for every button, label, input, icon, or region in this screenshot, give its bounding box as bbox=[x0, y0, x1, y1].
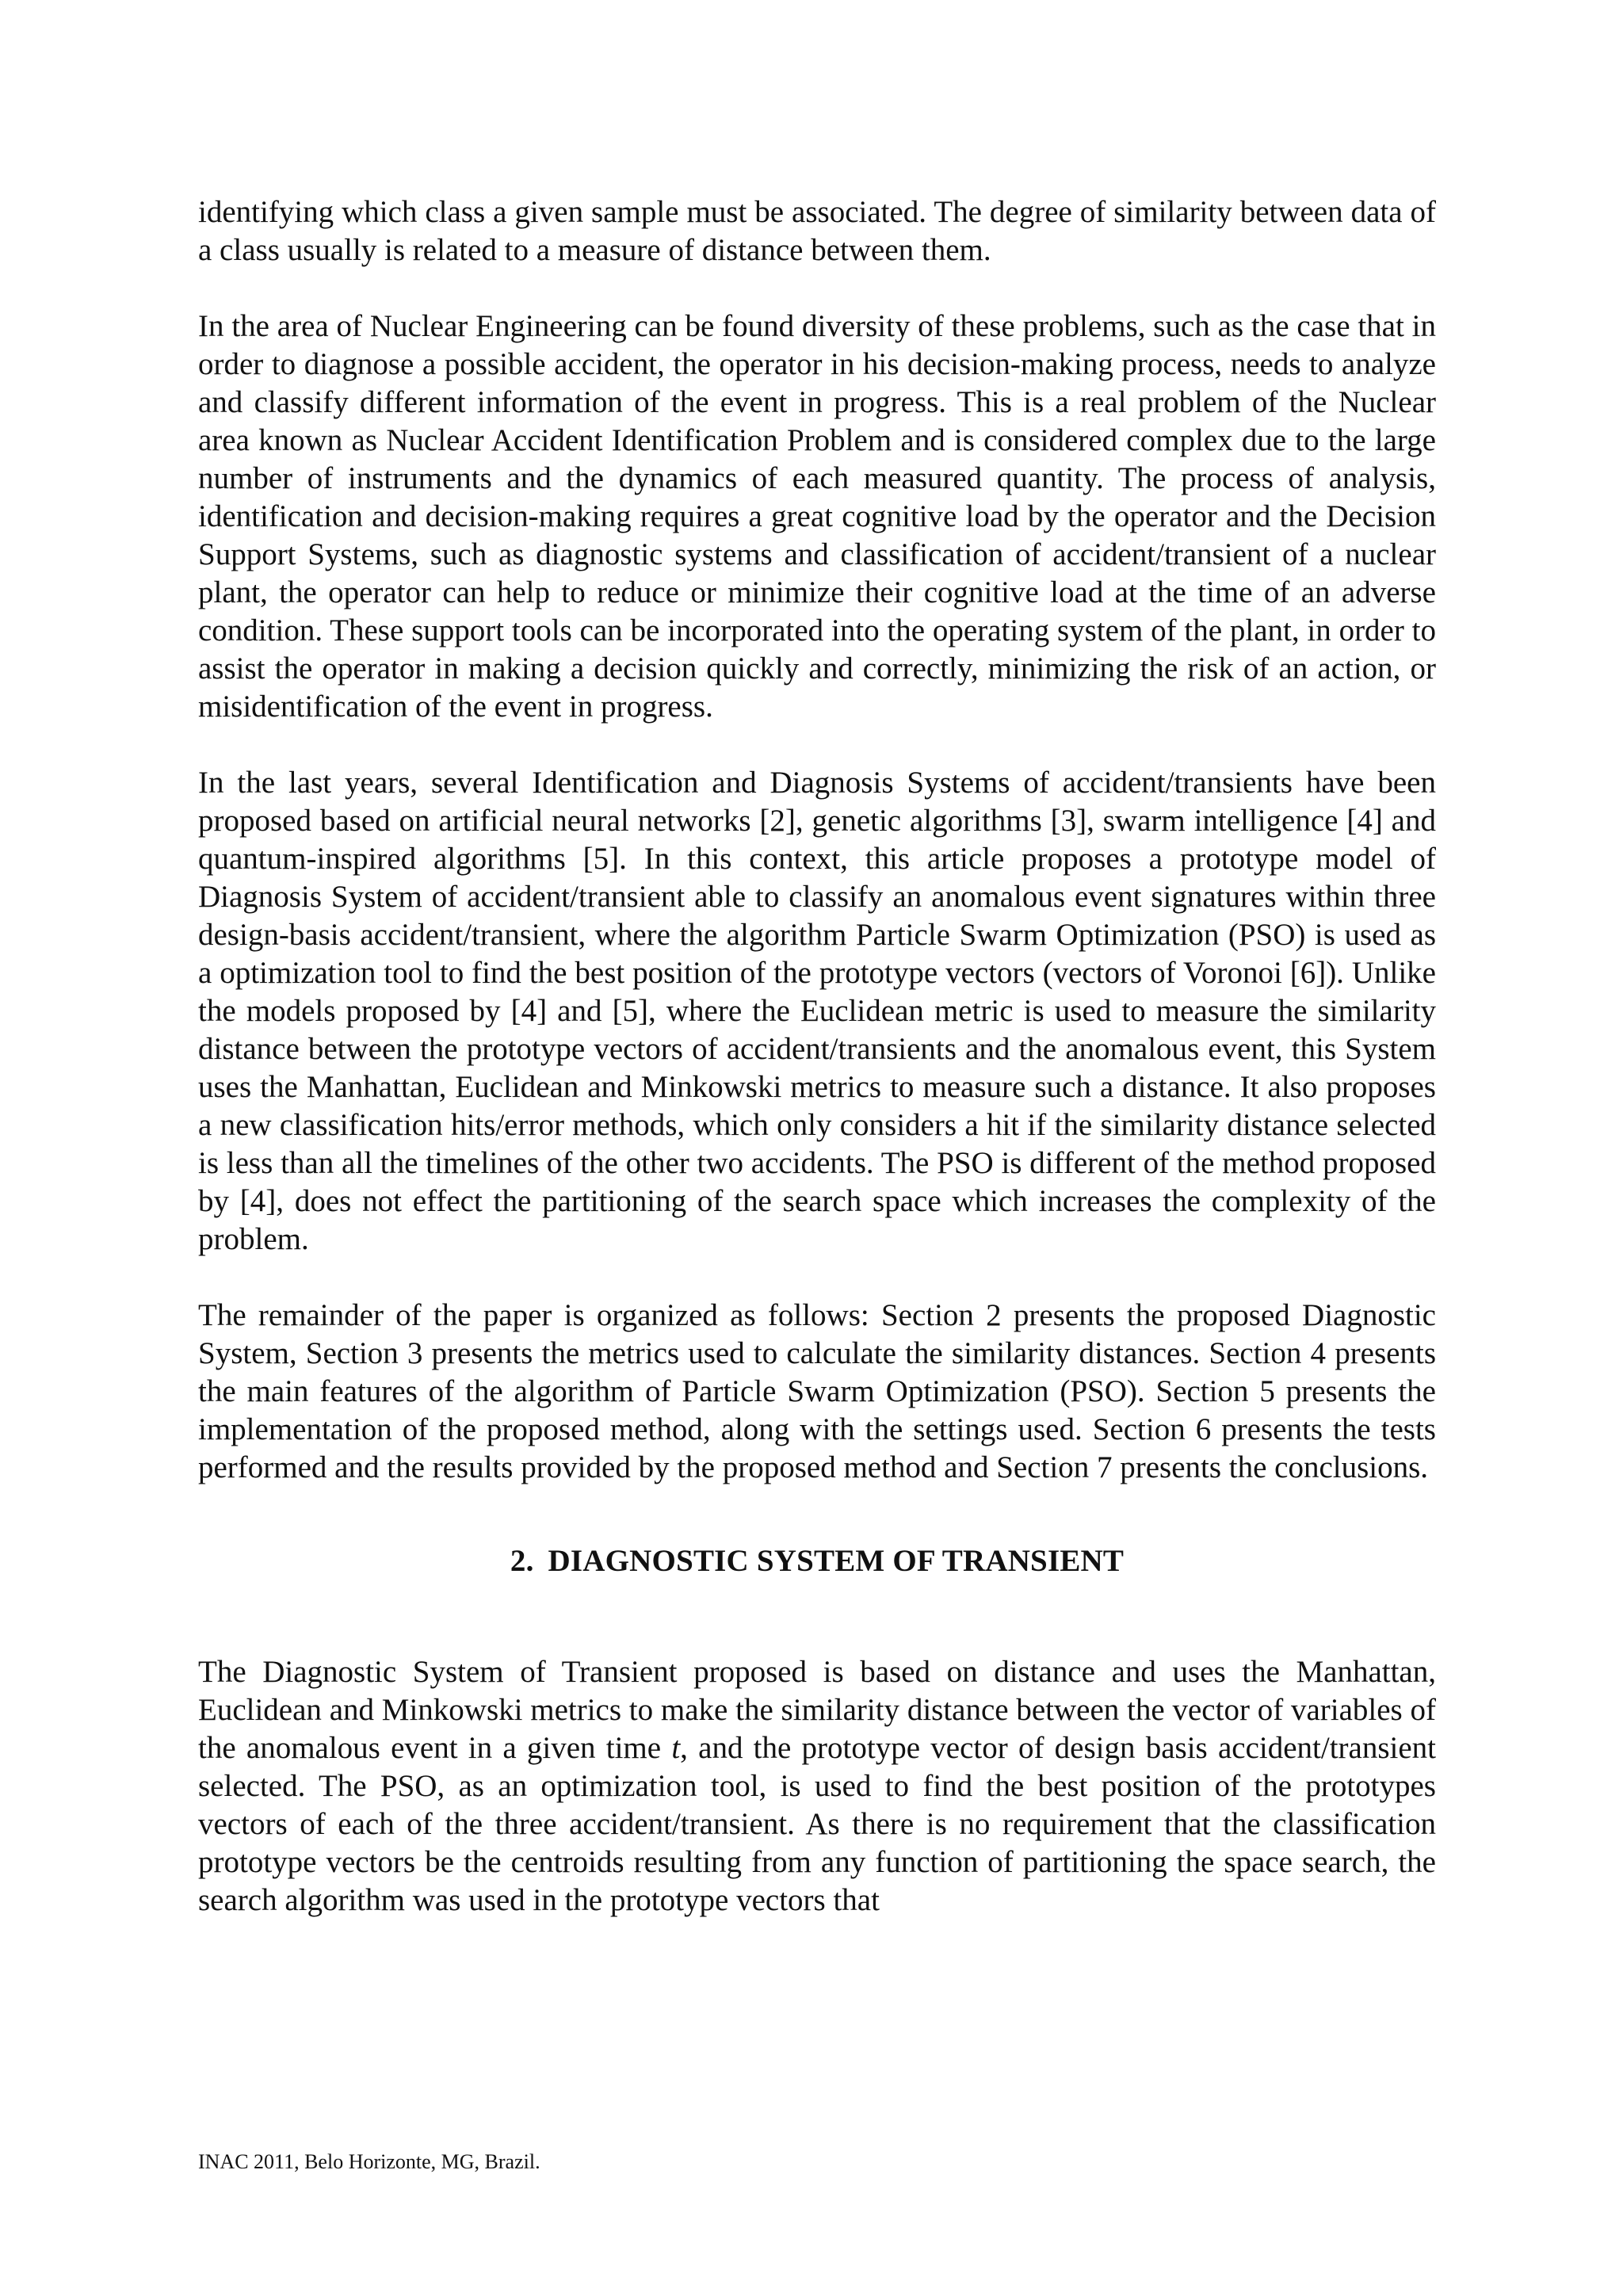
paragraph-text-part: The Diagnostic System of Transient proposed is based on distance and uses the Manhattan, Euclidean and Minkowski metrics to make the similarity distance between the vector of variables of the anomalous event in a given time bbox=[198, 1655, 1436, 1765]
paragraph-classification-intro: identifying which class a given sample must be associated. The degree of similarity between data of a class usually is related to a measure of distance between them. bbox=[198, 195, 1436, 267]
page-footer: INAC 2011, Belo Horizonte, MG, Brazil. bbox=[198, 2150, 540, 2173]
section-number: 2. bbox=[510, 1544, 534, 1578]
variable-t: t bbox=[671, 1731, 681, 1765]
paragraph-diagnostic-system bbox=[198, 1653, 1436, 1920]
section-heading bbox=[198, 1542, 1436, 1580]
section-title: DIAGNOSTIC SYSTEM OF TRANSIENT bbox=[548, 1544, 1125, 1578]
paragraph-paper-organization: The remainder of the paper is organized as follows: Section 2 presents the proposed Diagnostic System, Section 3 presents the metrics used to calculate the similarity distances. Section 4 presents the main features of the algorithm of Particle Swarm Optimization (PSO). Section 5 presents the implementation of the proposed method, along with the settings used. Section 6 presents the tests performed and the results provided by the proposed method and Section 7 presents the conclusions. bbox=[198, 1298, 1436, 1484]
paragraph-related-work: In the last years, several Identification and Diagnosis Systems of accident/transients have been proposed based on artificial neural networks [2], genetic algorithms [3], swarm intelligence [4] and quantum-inspired algorithms [5]. In this context, this article proposes a prototype model of Diagnosis System of accident/transient able to classify an anomalous event signatures within three design-basis accident/transient, where the algorithm Particle Swarm Optimization (PSO) is used as a optimization tool to find the best position of the prototype vectors (vectors of Voronoi [6]). Unlike the models proposed by [4] and [5], where the Euclidean metric is used to measure the similarity distance between the prototype vectors of accident/transients and the anomalous event, this System uses the Manhattan, Euclidean and Minkowski metrics to measure such a distance. It also proposes a new classification hits/error methods, which only considers a hit if the similarity distance selected is less than all the timelines of the other two accidents. The PSO is different of the method proposed by [4], does not effect the partitioning of the search space which increases the complexity of the problem. bbox=[198, 766, 1436, 1256]
page-body bbox=[198, 193, 1436, 1958]
paragraph-text-part: , and the prototype vector of design basis accident/transient selected. The PSO, as an optimization tool, is used to find the best position of the prototypes vectors of each of the three accident/transient. As there is no requirement that the classification prototype vectors be the centroids resulting from any function of partitioning the space search, the search algorithm was used in the prototype vectors that bbox=[198, 1731, 1436, 1917]
paragraph-nuclear-engineering: In the area of Nuclear Engineering can be found diversity of these problems, such as the case that in order to diagnose a possible accident, the operator in his decision-making process, needs to analyze and classify different information of the event in progress. This is a real problem of the Nuclear area known as Nuclear Accident Identification Problem and is considered complex due to the large number of instruments and the dynamics of each measured quantity. The process of analysis, identification and decision-making requires a great cognitive load by the operator and the Decision Support Systems, such as diagnostic systems and classification of accident/transient of a nuclear plant, the operator can help to reduce or minimize their cognitive load at the time of an adverse condition. These support tools can be incorporated into the operating system of the plant, in order to assist the operator in making a decision quickly and correctly, minimizing the risk of an action, or misidentification of the event in progress. bbox=[198, 309, 1436, 724]
